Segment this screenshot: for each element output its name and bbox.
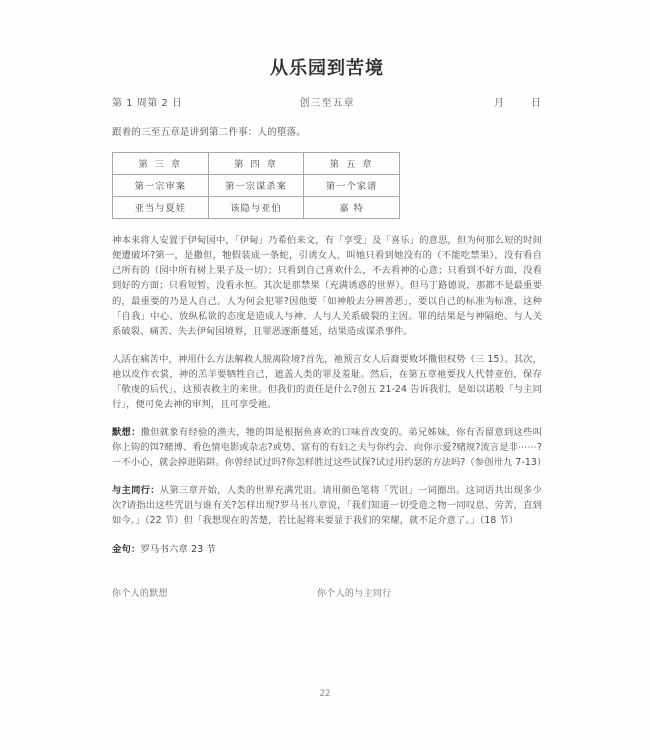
table-cell: 嘉 特 (304, 197, 400, 219)
golden-verse-label: 金句： (112, 544, 141, 556)
header-meta-row (112, 94, 542, 108)
month-label: 月 (494, 97, 505, 109)
page-content (112, 58, 547, 556)
personal-meditation-note: 你个人的默想 (112, 589, 168, 599)
page-number: 22 (319, 689, 331, 699)
table-row (113, 175, 400, 197)
meditation-text: 撒但就象有经验的渔夫，牠的饵是根据鱼喜欢的口味首改变的。弟兄姊妹，你有否留意到这些叫你上钩的饵?赌博、看色情电影或杂志?或势、富有的有妇之夫与你约会、向你示爱?赌规?流言是非⋯⋯?一不小心，就会掉进陷阱。你曾经试过吗?你怎样胜过这些试探?试过用约瑟的方法吗?（参创卅九 7-13） (112, 426, 547, 468)
golden-verse-reference: 罗马书六章 23 节 (140, 544, 217, 556)
personal-walk-note: 你个人的与主同行 (317, 589, 392, 599)
table-cell: 第 三 章 (113, 153, 209, 175)
table-cell: 第 五 章 (304, 153, 400, 175)
meditation-label: 默想： (112, 426, 141, 438)
table-cell: 第一宗审案 (113, 175, 209, 197)
page-title: 从乐园到苦境 (270, 58, 384, 79)
table-cell: 该隐与亚伯 (208, 197, 304, 219)
scripture-reference: 创三至五章 (299, 97, 355, 109)
meditation-paragraph (112, 425, 547, 470)
golden-verse (112, 541, 542, 555)
table-cell: 第一宗谋杀案 (208, 175, 304, 197)
lead-paragraph: 跟着的三至五章是讲到第二件事：人的堕落。 (112, 126, 307, 138)
table-cell: 第一个家谱 (304, 175, 400, 197)
personal-notes-row (112, 586, 542, 599)
body-paragraph-1: 神本来将人安置于伊甸园中，「伊甸」乃希伯来文，有「享受」及「喜乐」的意思，但为何那么短的时间便遭破坏?第一，是撒但，牠假装成一条蛇，引诱女人，叫她只看到她没有的（不能吃禁果），没有看自己所有的（园中所有树上果子及一切）；只看到自己喜欢什么，不去看神的心意；只看到不好方面，没看到好的方面；只看短暂，没看永恒。其次是那禁果（充满诱惑的世界）。但马丁路德说，那都不是最重要的，最重要的乃是人自己。人为何会犯罪?因他要「如神般去分辨善恶」，要以自己的标准为标准，这种「自我」中心、放纵私欲的态度是造成人与神、人与人关系破裂的主因。罪的结果是与神隔绝、与人关系破裂、痛苦、失去伊甸园境界，且罪恶逐渐蔓延，结果造成谋杀事件。 (112, 235, 542, 337)
table-row (113, 197, 400, 219)
walk-with-lord-text: 从第三章开始，人类的世界充满咒诅。请用颜色笔将「咒诅」一词圈出。这词语共出现多少次?请指出这些咒诅与谁有关?怎样出现?罗马书八章说，「我们知道一切受造之物一同叹息、劳苦，直到如今。」（22 节）但「我想现在的苦楚，若比起将来要显于我们的荣耀，就不足介意了。」（18 节） (112, 484, 542, 527)
chapter-summary-table (112, 152, 400, 219)
table-cell: 第 四 章 (208, 153, 304, 175)
table-row (113, 153, 400, 175)
walk-with-lord-paragraph (112, 483, 542, 528)
table-cell: 亚当与夏娃 (113, 197, 209, 219)
body-paragraph-2: 人活在痛苦中，神用什么方法解救人脱离险境?首先，祂预言女人后裔要败坏撒但权势（三 15）。其次，祂以皮作衣裳，神的羔羊要牺牲自己，遮盖人类的罪及羞耻。然后，在第五章祂要找人代替亚伯，保存「敬虔的后代」，这预表救主的来世。但我们的责任是什么?创五 21-24 告诉我们，是如以诺般「与主同行」，便可免去神的审判，且可享受祂。 (112, 353, 542, 410)
walk-with-lord-label: 与主同行： (112, 484, 160, 496)
day-label: 日 (531, 97, 542, 109)
week-day-label: 第 1 周第 2 日 (112, 97, 183, 109)
